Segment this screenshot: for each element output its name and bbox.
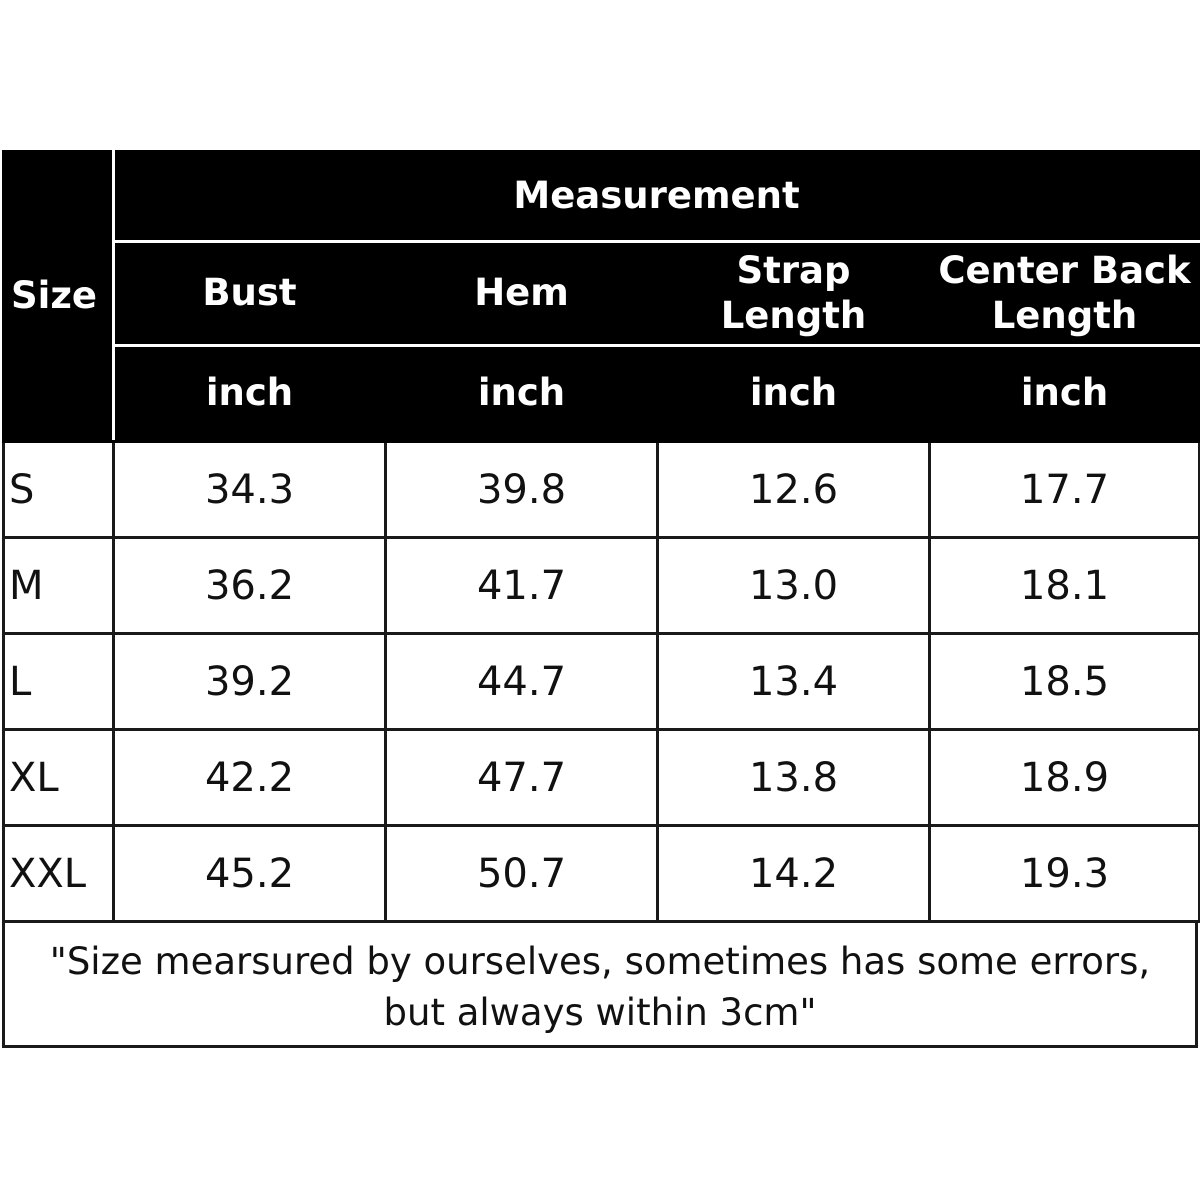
- hem-cell: 41.7: [386, 538, 658, 634]
- unit-label-hem: inch: [386, 346, 658, 442]
- size-cell: L: [4, 634, 114, 730]
- hem-cell: 44.7: [386, 634, 658, 730]
- bust-cell: 42.2: [114, 730, 386, 826]
- column-header-bust: Bust: [114, 242, 386, 346]
- column-header-strap-length: Strap Length: [658, 242, 930, 346]
- size-cell: S: [4, 442, 114, 538]
- size-cell: XXL: [4, 826, 114, 922]
- bust-cell: 39.2: [114, 634, 386, 730]
- strap-length-cell: 14.2: [658, 826, 930, 922]
- size-column-header: Size: [4, 152, 114, 442]
- unit-label-center-back-length: inch: [930, 346, 1200, 442]
- measurement-disclaimer: "Size mearsured by ourselves, sometimes has some errors, but always within 3cm": [2, 922, 1198, 1048]
- bust-cell: 34.3: [114, 442, 386, 538]
- size-cell: M: [4, 538, 114, 634]
- column-header-hem: Hem: [386, 242, 658, 346]
- strap-length-cell: 12.6: [658, 442, 930, 538]
- unit-label-bust: inch: [114, 346, 386, 442]
- center-back-length-cell: 19.3: [930, 826, 1200, 922]
- unit-label-strap-length: inch: [658, 346, 930, 442]
- hem-cell: 47.7: [386, 730, 658, 826]
- measurement-header: Measurement: [114, 152, 1200, 242]
- center-back-length-cell: 18.9: [930, 730, 1200, 826]
- center-back-length-cell: 17.7: [930, 442, 1200, 538]
- table-row: [4, 538, 1200, 634]
- table-row: [4, 826, 1200, 922]
- hem-cell: 50.7: [386, 826, 658, 922]
- size-table: [2, 150, 1200, 923]
- column-header-center-back-length: Center Back Length: [930, 242, 1200, 346]
- size-cell: XL: [4, 730, 114, 826]
- center-back-length-cell: 18.1: [930, 538, 1200, 634]
- strap-length-cell: 13.8: [658, 730, 930, 826]
- size-chart: [2, 150, 1198, 1048]
- strap-length-cell: 13.4: [658, 634, 930, 730]
- table-row: [4, 730, 1200, 826]
- table-row: [4, 442, 1200, 538]
- bust-cell: 36.2: [114, 538, 386, 634]
- center-back-length-cell: 18.5: [930, 634, 1200, 730]
- table-row: [4, 634, 1200, 730]
- strap-length-cell: 13.0: [658, 538, 930, 634]
- bust-cell: 45.2: [114, 826, 386, 922]
- hem-cell: 39.8: [386, 442, 658, 538]
